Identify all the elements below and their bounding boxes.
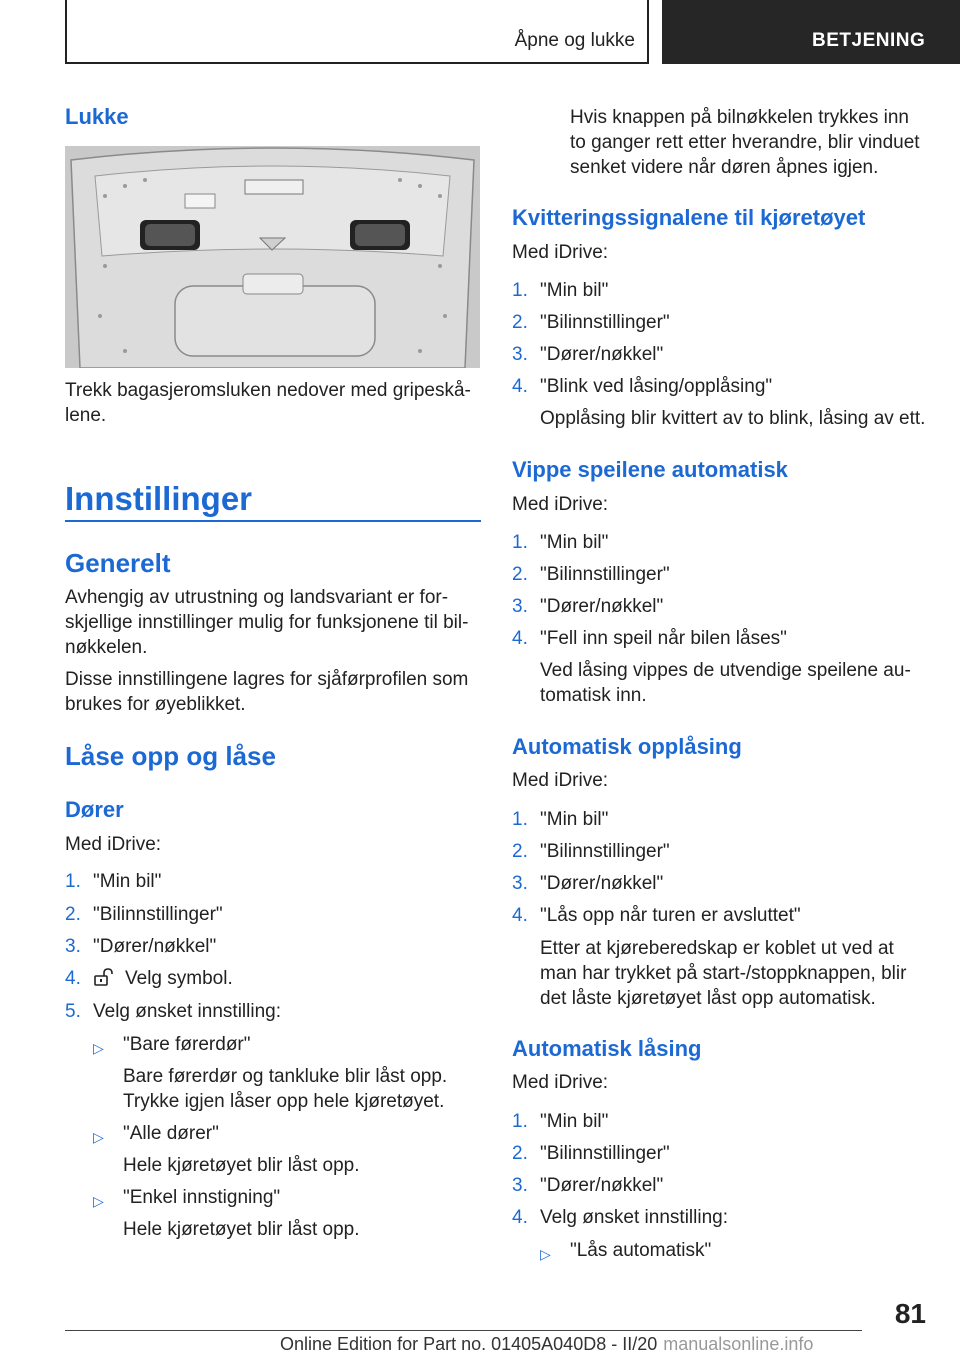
step-text: "Dører/nøkkel" bbox=[93, 936, 217, 957]
bullet-triangle-icon: ▷ bbox=[93, 1040, 104, 1056]
step-text: "Min bil" bbox=[93, 871, 162, 892]
bullet-triangle-icon: ▷ bbox=[93, 1129, 104, 1145]
watermark-text: manualsonline.info bbox=[663, 1334, 814, 1354]
footer-rule bbox=[65, 1330, 862, 1331]
edition-text: Online Edition for Part no. 01405A040D8 - II/20 bbox=[280, 1334, 658, 1354]
step-text: "Lås opp når turen er avsluttet" bbox=[540, 905, 801, 926]
step-text: "Bilinnstillinger" bbox=[540, 312, 670, 333]
option-desc: Hele kjøretøyet blir låst opp. bbox=[123, 1219, 360, 1240]
heading-rule bbox=[65, 520, 481, 522]
option-label: "Lås automatisk" bbox=[570, 1240, 712, 1261]
window-note-line-1: Hvis knappen på bilnøkkelen trykkes inn bbox=[570, 107, 910, 128]
step-number: 4. bbox=[512, 1207, 528, 1228]
step-text: "Dører/nøkkel" bbox=[540, 596, 664, 617]
step-text: "Bilinnstillinger" bbox=[540, 841, 670, 862]
generelt-heading: Generelt bbox=[65, 548, 171, 578]
step-number: 1. bbox=[512, 280, 528, 301]
step-text: "Bilinnstillinger" bbox=[540, 564, 670, 585]
oppl-note bbox=[540, 936, 932, 1011]
step-number: 1. bbox=[512, 809, 528, 830]
step-number: 2. bbox=[512, 841, 528, 862]
step-text: "Dører/nøkkel" bbox=[540, 344, 664, 365]
vippe-note bbox=[540, 658, 932, 708]
oppl-heading: Automatisk opplåsing bbox=[512, 734, 742, 759]
option-label: "Alle dører" bbox=[123, 1123, 219, 1144]
lukke-text bbox=[65, 378, 481, 428]
bullet-triangle-icon: ▷ bbox=[540, 1246, 551, 1262]
step-text: "Fell inn speil når bilen låses" bbox=[540, 628, 787, 649]
step-text: "Bilinnstillinger" bbox=[540, 1143, 670, 1164]
footer-edition bbox=[280, 1334, 813, 1355]
bullet-triangle-icon: ▷ bbox=[93, 1193, 104, 1209]
generelt-text bbox=[65, 585, 481, 717]
option-label: "Enkel innstigning" bbox=[123, 1187, 281, 1208]
step-number: 4. bbox=[512, 376, 528, 397]
step-text: "Blink ved låsing/opplåsing" bbox=[540, 376, 773, 397]
vippe-note-line-2: tomatisk inn. bbox=[540, 685, 647, 706]
step-text: "Min bil" bbox=[540, 809, 609, 830]
window-note bbox=[570, 105, 940, 180]
unlock-icon bbox=[93, 967, 115, 987]
kvittering-heading: Kvitteringssignalene til kjøretøyet bbox=[512, 205, 866, 230]
dorer-heading: Dører bbox=[65, 797, 124, 822]
lukke-heading: Lukke bbox=[65, 104, 129, 129]
step-number: 1. bbox=[65, 871, 81, 892]
dorer-intro: Med iDrive: bbox=[65, 834, 162, 855]
window-note-line-2: to ganger rett etter hverandre, blir vinduet bbox=[570, 132, 920, 153]
vippe-heading: Vippe speilene automatisk bbox=[512, 457, 788, 482]
vippe-note-line-1: Ved låsing vippes de utvendige speilene au- bbox=[540, 660, 911, 681]
header-chapter-tab: BETJENING bbox=[662, 0, 960, 64]
option-label: "Bare førerdør" bbox=[123, 1034, 251, 1055]
step-number: 3. bbox=[512, 1175, 528, 1196]
generelt-line-1: Avhengig av utrustning og landsvariant er for- bbox=[65, 587, 449, 608]
step-number: 3. bbox=[65, 936, 81, 957]
oppl-note-line-1: Etter at kjøreberedskap er koblet ut ved at bbox=[540, 938, 894, 959]
step-number: 4. bbox=[65, 968, 81, 989]
laasing-intro: Med iDrive: bbox=[512, 1072, 609, 1093]
vippe-intro: Med iDrive: bbox=[512, 494, 609, 515]
step-number: 4. bbox=[512, 905, 528, 926]
generelt-line-5: brukes for øyeblikket. bbox=[65, 694, 246, 715]
option-desc: Hele kjøretøyet blir låst opp. bbox=[123, 1155, 360, 1176]
laasing-heading: Automatisk låsing bbox=[512, 1036, 702, 1061]
trunk-lid-illustration bbox=[65, 146, 480, 368]
step-number: 1. bbox=[512, 532, 528, 553]
step-text: "Min bil" bbox=[540, 1111, 609, 1132]
kvittering-intro: Med iDrive: bbox=[512, 242, 609, 263]
step-number: 2. bbox=[512, 1143, 528, 1164]
laase-heading: Låse opp og låse bbox=[65, 741, 276, 771]
step-text: "Min bil" bbox=[540, 532, 609, 553]
oppl-intro: Med iDrive: bbox=[512, 770, 609, 791]
step-number: 2. bbox=[65, 904, 81, 925]
generelt-line-3: nøkkelen. bbox=[65, 637, 148, 658]
step-number: 1. bbox=[512, 1111, 528, 1132]
page-number: 81 bbox=[894, 1298, 926, 1329]
lukke-text-line-1: Trekk bagasjeromsluken nedover med gripeskå- bbox=[65, 380, 471, 401]
step-number: 3. bbox=[512, 873, 528, 894]
oppl-note-line-2: man har trykket på start-/stoppknappen, blir bbox=[540, 963, 907, 984]
step-number: 5. bbox=[65, 1001, 81, 1022]
generelt-line-4: Disse innstillingene lagres for sjåførprofilen som bbox=[65, 669, 469, 690]
step-number: 4. bbox=[512, 628, 528, 649]
header-section-title: Åpne og lukke bbox=[514, 30, 635, 51]
option-desc: Bare førerdør og tankluke blir låst opp. bbox=[123, 1066, 448, 1087]
generelt-line-2: skjellige innstillinger mulig for funksjonene til bil- bbox=[65, 612, 469, 633]
step-text: Velg symbol. bbox=[125, 968, 233, 989]
kvittering-note: Opplåsing blir kvittert av to blink, låsing av ett. bbox=[540, 408, 926, 429]
step-text: "Bilinnstillinger" bbox=[93, 904, 223, 925]
step-text: Velg ønsket innstilling: bbox=[540, 1207, 728, 1228]
oppl-note-line-3: det låste kjøretøyet låst opp automatisk. bbox=[540, 988, 876, 1009]
step-number: 2. bbox=[512, 564, 528, 585]
step-number: 2. bbox=[512, 312, 528, 333]
lukke-text-line-2: lene. bbox=[65, 405, 107, 426]
window-note-line-3: senket videre når døren åpnes igjen. bbox=[570, 157, 879, 178]
step-text: Velg ønsket innstilling: bbox=[93, 1001, 281, 1022]
step-number: 3. bbox=[512, 596, 528, 617]
step-text: "Dører/nøkkel" bbox=[540, 1175, 664, 1196]
step-text: "Min bil" bbox=[540, 280, 609, 301]
option-desc: Trykke igjen låser opp hele kjøretøyet. bbox=[123, 1091, 445, 1112]
step-number: 3. bbox=[512, 344, 528, 365]
step-text: "Dører/nøkkel" bbox=[540, 873, 664, 894]
innstillinger-heading: Innstillinger bbox=[65, 480, 253, 517]
